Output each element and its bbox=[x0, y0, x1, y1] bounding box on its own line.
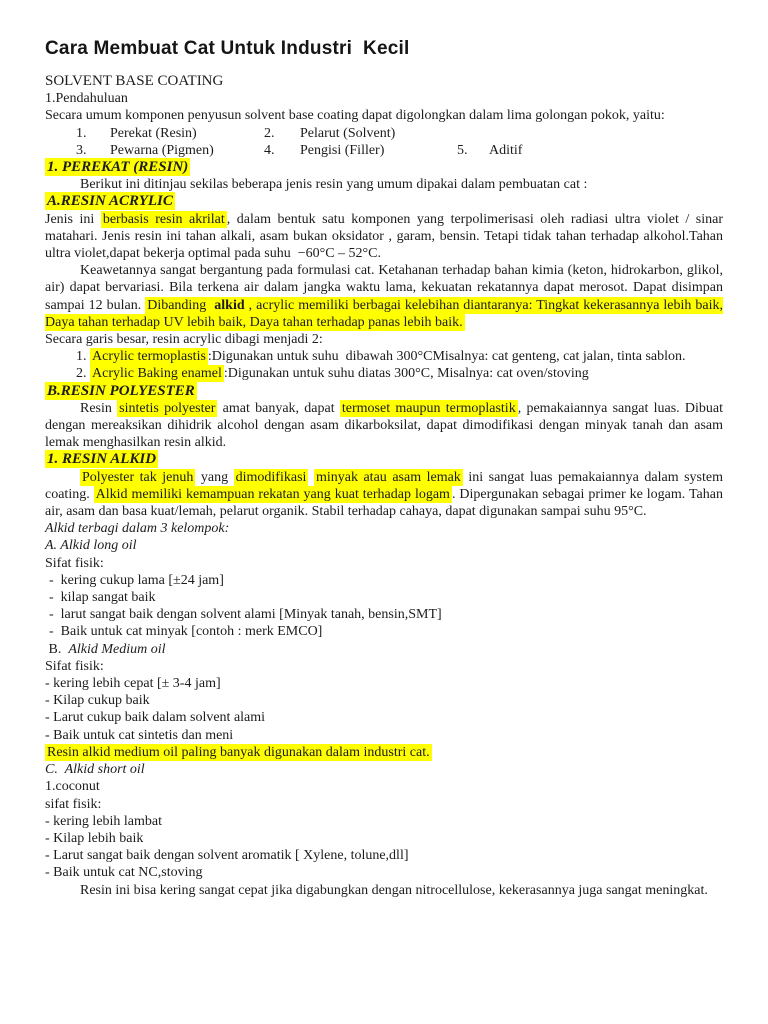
text-run: - kering cukup lama [±24 jam] bbox=[49, 572, 224, 588]
list-item-label: Pengisi (Filler) bbox=[300, 142, 385, 158]
text-line bbox=[45, 658, 723, 675]
section-heading bbox=[45, 193, 723, 210]
text-line bbox=[45, 348, 723, 365]
text-run: - kering lebih lambat bbox=[45, 813, 163, 829]
text-line bbox=[49, 589, 723, 606]
text-line bbox=[45, 555, 723, 572]
text-line bbox=[45, 400, 723, 452]
highlighted-text-run: alkid bbox=[214, 297, 245, 313]
text-run: Berikut ini ditinjau sekilas beberapa jenis resin yang umum dipakai dalam pembuatan cat : bbox=[80, 177, 588, 193]
text-line bbox=[45, 211, 723, 263]
text-run: B. bbox=[45, 641, 69, 657]
text-run: . Dipergunakan sebagai primer ke logam. Tahan air, asam dan basa kuat/lemah, pelarut organik. Stabil terhadap cahaya, dapat digunakan sampai suhu 95°C. bbox=[45, 486, 723, 520]
document-body bbox=[45, 73, 723, 899]
document-title: Cara Membuat Cat Untuk Industri Kecil bbox=[45, 38, 410, 59]
text-run: :Digunakan untuk suhu diatas 300°C, Misalnya: cat oven/stoving bbox=[223, 366, 589, 382]
highlighted-text-run: Alkid memiliki kemampuan rekatan yang kuat terhadap logam bbox=[95, 486, 450, 502]
text-run: Alkid Medium oil bbox=[68, 641, 166, 657]
list-item-label: Pewarna (Pigmen) bbox=[110, 142, 214, 158]
list-marker: 2. bbox=[76, 366, 87, 382]
text-run: - kilap sangat baik bbox=[49, 590, 156, 606]
text-line bbox=[45, 744, 723, 761]
section-heading bbox=[45, 159, 723, 176]
text-line bbox=[45, 331, 723, 348]
text-line bbox=[45, 847, 723, 864]
highlighted-text-run: Polyester tak jenuh bbox=[82, 469, 194, 485]
text-line bbox=[45, 176, 723, 193]
highlighted-text-run: Dibanding bbox=[147, 297, 211, 313]
text-run: - Larut cukup baik dalam solvent alami bbox=[45, 710, 266, 726]
text-run: , dalam bentuk satu komponen yang terpolimerisasi oleh radiasi ultra violet / sinar matahari. Jenis resin ini tahan alkali, asam bukan oksidator , garam, bensin. Tetapi tidak tahan terhadap alkohol.Tahan ultra violet,dapat bekerja optimal pada suhu −60°C – 52°C. bbox=[45, 211, 723, 261]
highlighted-text-run: 1. RESIN ALKID bbox=[47, 451, 157, 468]
highlighted-text-run: 1. PEREKAT (RESIN) bbox=[47, 158, 189, 175]
text-line bbox=[45, 761, 723, 778]
text-run: SOLVENT BASE COATING bbox=[45, 73, 224, 89]
text-run: 1.Pendahuluan bbox=[45, 91, 128, 107]
text-run: Sifat fisik: bbox=[45, 555, 104, 571]
text-line bbox=[45, 813, 723, 830]
text-run: Secara garis besar, resin acrylic dibagi menjadi 2: bbox=[45, 332, 323, 348]
list-number: 4. bbox=[264, 142, 275, 158]
text-line bbox=[45, 73, 723, 90]
text-line bbox=[45, 537, 723, 554]
text-run: yang bbox=[195, 469, 234, 485]
highlighted-text-run: minyak atau asam lemak bbox=[315, 469, 461, 485]
list-columns-row bbox=[45, 125, 723, 142]
highlighted-text-run: , acrylic memiliki berbagai kelebihan diantaranya: Tingkat kekerasannya lebih baik, Daya tahan terhadap UV lebih baik, Daya tahan terhadap panas lebih baik. bbox=[45, 297, 723, 330]
text-run: - Larut sangat baik dengan solvent aromatik [ Xylene, tolune,dll] bbox=[45, 848, 409, 864]
highlighted-text-run: sintetis polyester bbox=[119, 400, 216, 416]
text-run: Sifat fisik: bbox=[45, 658, 104, 674]
list-number: 5. bbox=[457, 142, 468, 158]
text-line bbox=[45, 727, 723, 744]
text-run: - larut sangat baik dengan solvent alami [Minyak tanah, bensin,SMT] bbox=[49, 607, 442, 623]
text-run: Resin bbox=[80, 400, 118, 416]
list-number: 1. bbox=[76, 125, 87, 141]
list-item-label: Perekat (Resin) bbox=[110, 125, 197, 141]
list-number: 3. bbox=[76, 142, 87, 158]
text-line bbox=[45, 830, 723, 847]
text-line bbox=[45, 675, 723, 692]
text-run: ini sangat luas pemakaiannya dalam system coating. bbox=[45, 469, 724, 502]
text-run: sifat fisik: bbox=[45, 796, 102, 812]
highlighted-text-run: A.RESIN ACRYLIC bbox=[47, 193, 173, 210]
text-line bbox=[45, 882, 723, 899]
highlighted-text-run: Acrylic termoplastis bbox=[92, 349, 206, 365]
text-run: A. Alkid long oil bbox=[45, 538, 137, 554]
section-heading bbox=[45, 383, 723, 400]
list-item-label: Aditif bbox=[489, 142, 523, 158]
text-line bbox=[45, 864, 723, 881]
text-run: Keawetannya sangat bergantung pada formulasi cat. Ketahanan terhadap bahan kimia (keton, hidrokarbon, glikol, air) dapat bervariasi. Bila terkena air dalam jangka waktu lama, kekuatan rekatannya dapat merosot. Dapat disimpan sampai 12 bulan. bbox=[45, 263, 723, 313]
text-line bbox=[45, 641, 723, 658]
text-run: Secara umum komponen penyusun solvent base coating dapat digolongkan dalam lima golongan pokok, yaitu: bbox=[45, 108, 665, 124]
highlighted-text-run: Acrylic Baking enamel bbox=[92, 366, 222, 382]
list-marker: 1. bbox=[76, 349, 87, 365]
text-line bbox=[45, 262, 723, 331]
highlighted-text-run: B.RESIN POLYESTER bbox=[47, 382, 195, 399]
list-columns-row bbox=[45, 142, 723, 159]
text-line bbox=[49, 623, 723, 640]
text-line bbox=[49, 572, 723, 589]
text-run: - Kilap cukup baik bbox=[45, 693, 150, 709]
text-line bbox=[45, 469, 723, 521]
highlighted-text-run: dimodifikasi bbox=[235, 469, 307, 485]
text-line bbox=[45, 796, 723, 813]
text-run: - kering lebih cepat [± 3-4 jam] bbox=[45, 676, 221, 692]
text-run: :Digunakan untuk suhu dibawah 300°CMisalnya: cat genteng, cat jalan, tinta sablon. bbox=[207, 349, 686, 365]
highlighted-text-run: termoset maupun termoplastik bbox=[341, 400, 516, 416]
text-run: 1.coconut bbox=[45, 779, 100, 795]
text-line bbox=[49, 606, 723, 623]
text-run: - Kilap lebih baik bbox=[45, 830, 144, 846]
highlighted-text-run: Resin alkid medium oil paling banyak digunakan dalam industri cat. bbox=[47, 744, 430, 760]
text-line bbox=[45, 778, 723, 795]
text-run: amat banyak, dapat bbox=[217, 400, 340, 416]
text-line bbox=[45, 692, 723, 709]
section-heading bbox=[45, 451, 723, 468]
text-line bbox=[45, 709, 723, 726]
text-line bbox=[45, 90, 723, 107]
text-run: Alkid terbagi dalam 3 kelompok: bbox=[45, 521, 230, 537]
text-run: - Baik untuk cat sintetis dan meni bbox=[45, 727, 234, 743]
text-run: Jenis ini bbox=[45, 211, 101, 227]
list-item-label: Pelarut (Solvent) bbox=[300, 125, 396, 141]
text-run: C. Alkid short oil bbox=[45, 762, 145, 778]
text-run: , pemakaiannya sangat luas. Dibuat dengan mereaksikan dihidrik alcohol dengan asam dikarboksilat, dapat dimodifikasi dengan minyak tanah dan asam lemak menghasilkan resin alkid. bbox=[45, 400, 723, 451]
text-run: Resin ini bisa kering sangat cepat jika digabungkan dengan nitrocellulose, kekerasannya juga sangat meningkat. bbox=[80, 882, 708, 898]
text-line bbox=[45, 520, 723, 537]
list-number: 2. bbox=[264, 125, 275, 141]
text-line bbox=[45, 365, 723, 382]
text-line bbox=[45, 107, 723, 124]
text-run: - Baik untuk cat NC,stoving bbox=[45, 865, 203, 881]
text-run: - Baik untuk cat minyak [contoh : merk EMCO] bbox=[49, 624, 323, 640]
highlighted-text-run: berbasis resin akrilat bbox=[102, 211, 225, 227]
